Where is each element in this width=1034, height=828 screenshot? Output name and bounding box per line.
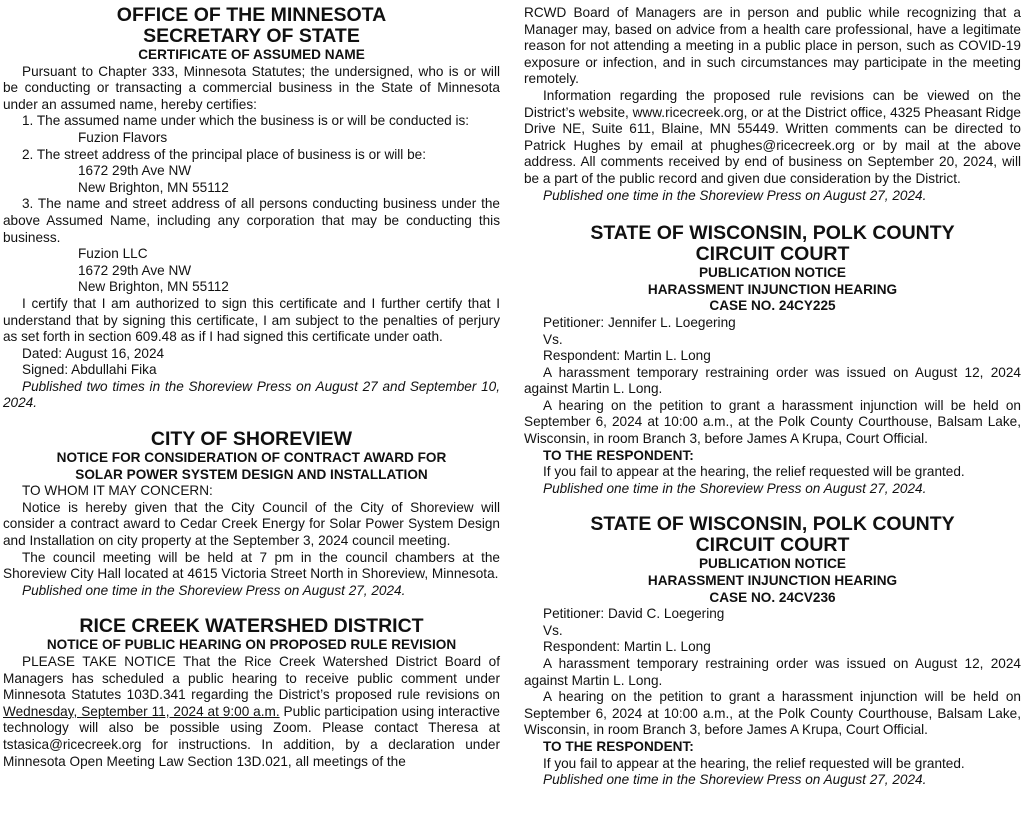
notice-title-line2: CIRCUIT COURT (695, 534, 850, 557)
respondent: Respondent: Martin L. Long (543, 348, 711, 364)
spacer (524, 204, 1021, 223)
notice-subtitle: PUBLICATION NOTICE (698, 556, 846, 572)
publication-note: Published one time in the Shoreview Press on August 27, 2024. (543, 187, 927, 203)
item-2: 2. The street address of the principal place of business is or will be: (22, 146, 426, 162)
certify-paragraph: I certify that I am authorized to sign this certificate and I further certify that I understand that by signing this certificate, I am subject to the penalties of perjury as set forth in section 609.48 as if I had signed this certificate under oath. (3, 295, 500, 345)
dated-line: Dated: August 16, 2024 (22, 345, 165, 361)
paragraph-3: If you fail to appear at the hearing, the relief requested will be granted. (543, 755, 965, 771)
versus: Vs. (543, 622, 563, 638)
item-3-address-line2: New Brighton, MN 55112 (78, 279, 229, 295)
petitioner: Petitioner: David C. Loegering (543, 606, 725, 622)
case-number: CASE NO. 24CV236 (709, 589, 836, 605)
paragraph-1: Notice is hereby given that the City Council of the City of Shoreview will consider a contract award to Cedar Creek Energy for Solar Power System Design and Installation on city property at the September 3, 2024 council meeting. (3, 499, 500, 549)
versus: Vs. (543, 331, 563, 347)
item-2-address-line1: 1672 29th Ave NW (78, 163, 192, 179)
publication-note: Published one time in the Shoreview Press on August 27, 2024. (543, 772, 927, 788)
salutation: TO WHOM IT MAY CONCERN: (22, 483, 213, 499)
item-3: 3. The name and street address of all persons conducting business under the above Assumed Name, including any corporation that may be conducting this business. (3, 196, 500, 245)
notice-subtitle: CERTIFICATE OF ASSUMED NAME (138, 47, 365, 62)
to-the-respondent: TO THE RESPONDENT: (543, 447, 694, 463)
publication-note: Published one time in the Shoreview Press on August 27, 2024. (22, 582, 406, 598)
notice-title-line2: SECRETARY OF STATE (143, 25, 360, 47)
item-1: 1. The assumed name under which the business is or will be conducted is: (22, 113, 470, 129)
notice-subtitle-line2: SOLAR POWER SYSTEM DESIGN AND INSTALLATION (75, 466, 428, 482)
paragraph-1: A harassment temporary restraining order was issued on August 12, 2024 against Martin L. Long. (524, 364, 1021, 397)
notice-title: STATE OF WISCONSIN, POLK COUNTY (590, 222, 955, 245)
signed-line: Signed: Abdullahi Fika (22, 362, 157, 378)
paragraph-1 (3, 654, 500, 770)
notice-subtitle-2: HARASSMENT INJUNCTION HEARING (647, 573, 898, 589)
paragraph-1: A harassment temporary restraining order was issued on August 12, 2024 against Martin L. Long. (524, 656, 1021, 688)
wisconsin-circuit-court-notice-24cy225 (524, 223, 1021, 497)
notice-title: RICE CREEK WATERSHED DISTRICT (79, 615, 424, 638)
petitioner: Petitioner: Jennifer L. Loegering (543, 314, 736, 330)
to-the-respondent: TO THE RESPONDENT: (543, 738, 694, 754)
spacer (524, 497, 1021, 514)
notice-subtitle-2: HARASSMENT INJUNCTION HEARING (647, 281, 898, 297)
notice-subtitle: PUBLICATION NOTICE (698, 265, 846, 281)
publication-note: Published two times in the Shoreview Press on August 27 and September 10, 2024. (3, 378, 500, 411)
paragraph-2: The council meeting will be held at 7 pm in the council chambers at the Shoreview City Hall located at 4615 Victoria Street North in Shoreview, Minnesota. (3, 549, 500, 582)
paragraph-2: A hearing on the petition to grant a harassment injunction will be held on September 6, 2024 at 10:00 a.m., at the Polk County Courthouse, Balsam Lake, Wisconsin, in room Branch 3, before James A Krupa, Court Official. (524, 689, 1021, 738)
spacer (3, 412, 500, 429)
paragraph-2: Information regarding the proposed rule revisions can be viewed on the District’s website, www.ricecreek.org, or at the District office, 4325 Pheasant Ridge Drive NE, Suite 611, Blaine, MN 55449. Written comments can be directed to Patrick Hughes by email at phughes@ricecreek.org or by mail at the above address. All comments received by end of business on September 20, 2024, will be a part of the public record and given due consideration by the District. (524, 87, 1021, 186)
notice-title: STATE OF WISCONSIN, POLK COUNTY (590, 513, 955, 536)
city-of-shoreview-notice (3, 429, 500, 599)
item-2-address-line2: New Brighton, MN 55112 (78, 179, 229, 195)
paragraph-3: If you fail to appear at the hearing, the relief requested will be granted. (543, 464, 965, 480)
paragraph-1-text-a: PLEASE TAKE NOTICE That the Rice Creek Watershed District Board of Managers has scheduled a public hearing to receive public comment under Minnesota Statutes 103D.341 regarding the District’s proposed rule revisions on (3, 654, 500, 703)
mn-secretary-of-state-notice (3, 5, 500, 412)
wisconsin-circuit-court-notice-24cv236 (524, 514, 1021, 788)
item-3-name: Fuzion LLC (78, 246, 148, 262)
spacer (3, 599, 500, 616)
rice-creek-watershed-notice (3, 616, 500, 770)
item-1-value: Fuzion Flavors (78, 129, 168, 145)
paragraph-1-text-b: Public participation using interactive technology will also be possible using Zoom. Please contact Theresa at tstasica@ricecreek.org for instructions. In addition, by a declaration under Minnesota Open Meeting Law Section 13D.021, all meetings of the (3, 703, 500, 769)
item-3-address-line1: 1672 29th Ave NW (78, 262, 192, 278)
notice-title: CITY OF SHOREVIEW (150, 428, 353, 451)
notice-subtitle: NOTICE OF PUBLIC HEARING ON PROPOSED RULE REVISION (46, 637, 457, 653)
paragraph-2: A hearing on the petition to grant a harassment injunction will be held on September 6, 2024 at 10:00 a.m., at the Polk County Courthouse, Balsam Lake, Wisconsin, in room Branch 3, before James A Krupa, Court Official. (524, 397, 1021, 447)
notice-title: OFFICE OF THE MINNESOTA (116, 4, 387, 26)
publication-note: Published one time in the Shoreview Press on August 27, 2024. (543, 480, 927, 496)
paragraph-1-continued: RCWD Board of Managers are in person and public while recognizing that a Manager may, based on advice from a health care professional, have a legitimate reason for not attending a meeting in a public place in person, such as COVID-19 exposure or infection, and in such circumstances may participate in the meeting remotely. (524, 5, 1021, 87)
respondent: Respondent: Martin L. Long (543, 639, 711, 655)
case-number: CASE NO. 24CY225 (709, 298, 836, 314)
notice-subtitle: NOTICE FOR CONSIDERATION OF CONTRACT AWARD FOR (56, 450, 447, 466)
hearing-date: Wednesday, September 11, 2024 at 9:00 a.m. (3, 703, 280, 719)
right-column (524, 5, 1021, 789)
intro-paragraph: Pursuant to Chapter 333, Minnesota Statutes; the undersigned, who is or will be conducting or transacting a commercial business in the State of Minnesota under an assumed name, hereby certifies: (3, 63, 500, 112)
left-column (3, 5, 500, 770)
rice-creek-watershed-notice-continued (524, 5, 1021, 204)
notice-title-line2: CIRCUIT COURT (695, 243, 850, 266)
